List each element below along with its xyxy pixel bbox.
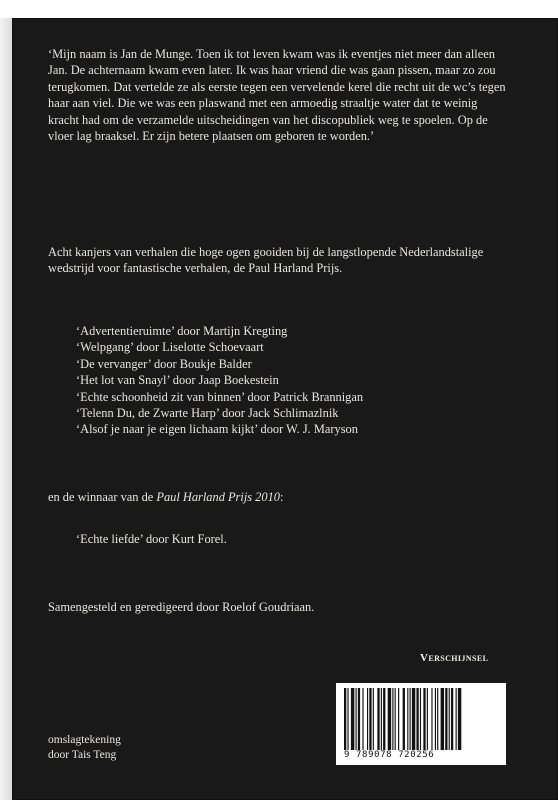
winner-intro-colon: : [279,490,284,504]
publisher-name: Verschijnsel [420,652,489,664]
barcode-bar [373,688,374,750]
story-item: ‘De vervanger’ door Boukje Balder [76,356,252,371]
barcode-bar [367,688,368,750]
barcode-bar [351,688,354,750]
barcode-bar [427,688,428,750]
barcode-bar [388,688,391,750]
story-item: ‘Het lot van Snayl’ door Jaap Boekestein [76,373,279,388]
compiled-by: Samengesteld en geredigeerd door Roelof Goudriaan. [48,600,315,614]
excerpt-quote: ‘Mijn naam is Jan de Munge. Toen ik tot leven kwam was ik eventjes niet meer dan alleen Jan. De achternaam kwam even later. Ik was haar vriend die was gaan pissen, maar zo zou terugkomen. Dat vertelde ze als eerste tegen een vervelende kerel die recht uit de wc’s tegen haar aan viel. Die we was een plaswand met een armoedig straaltje water dat te weinig kracht had om de verzamelde uitscheidingen van het discopubliek weg te spoelen. Op de vloer lag braaksel. Er zijn betere plaatsen om geboren te worden.’ [48,47,506,144]
winner-intro-text: en de winnaar van de [48,490,154,504]
barcode-bar [441,688,444,750]
story-item: ‘Telenn Du, de Zwarte Harp’ door Jack Schlimazlnik [76,406,339,421]
barcode-bar [435,688,436,750]
story-item: ‘Advertentieruimte’ door Martijn Kregting [76,324,288,338]
barcode-bar [344,688,346,750]
barcode-bar [383,688,385,750]
barcode-bar [392,688,393,750]
barcode-bar [412,688,415,750]
isbn-barcode [336,683,506,765]
barcode-bars [344,688,500,750]
barcode-bar [423,688,425,750]
story-item: ‘Echte schoonheid zit van binnen’ door Patrick Brannigan [76,389,364,404]
barcode-bar [410,688,411,750]
barcode-bar [407,688,408,750]
barcode-bar [451,688,453,750]
barcode-bar [377,688,379,750]
barcode-bar [398,688,399,750]
barcode-bar [347,688,348,750]
book-spine-edge [0,18,12,800]
barcode-bar [369,688,371,750]
barcode-bar [381,688,382,750]
barcode-bar [358,688,360,750]
barcode-bar [449,688,450,750]
cover-art-artist: door Tais Teng [48,749,117,761]
barcode-bar [356,688,357,750]
story-item: ‘Alsof je naar je eigen lichaam kijkt’ door W. J. Maryson [76,422,358,437]
barcode-bar [420,688,421,750]
story-list [76,323,506,438]
barcode-bar [362,688,363,750]
winner-intro-line [48,489,508,505]
barcode-bar [395,688,396,750]
barcode-bar [437,688,438,750]
story-item: ‘Welpgang’ door Liselotte Schoevaart [76,340,264,355]
prize-name: Paul Harland Prijs 2010 [156,490,280,504]
cover-art-credit [48,733,121,763]
barcode-bar [458,688,461,750]
barcode-bar [403,688,405,750]
barcode-number: 9 789078 720256 [344,750,435,760]
barcode-bar [416,688,418,750]
cover-art-label: omslagtekening [48,734,121,746]
winning-story: ‘Echte liefde’ door Kurt Forel. [76,532,227,546]
barcode-bar [431,688,432,750]
barcode-bar [456,688,457,750]
barcode-bar [445,688,447,750]
anthology-intro: Acht kanjers van verhalen die hoge ogen gooiden bij de langstlopende Nederlandstalige wedstrijd voor fantastische verhalen, de Paul Harland Prijs. [48,245,484,276]
